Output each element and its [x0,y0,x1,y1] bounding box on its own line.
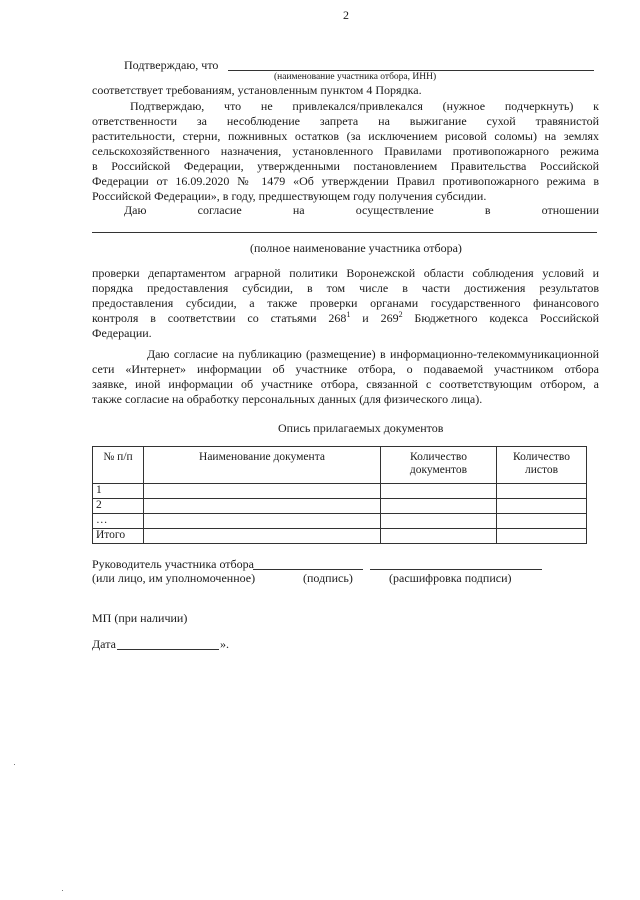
confirm2-line: ответственности за несоблюдение запрета на выжигание сухой травянистой [92,114,599,128]
col-header-doc-count: Количество документов [381,447,497,484]
inventory-title: Опись прилагаемых документов [278,421,444,435]
consent1-fill-line [92,232,597,233]
scan-speck [62,890,63,891]
consent2-line: заявке, иной информации об участнике отбора, связанной с соответствующим отбором, а [92,377,599,391]
confirm1-fill-line [228,70,594,71]
signature-decode-line [370,569,542,570]
confirm2-line: Подтверждаю, что не привлекался/привлекался (нужное подчеркнуть) к [130,99,599,113]
consent1-line: порядка предоставления субсидии, в том числе в части достижения результатов [92,281,599,295]
confirm2-line: сельскохозяйственного назначения, установленного Правилами противопожарного режима [92,144,599,158]
confirm1-continuation: соответствует требованиям, установленным пунктом 4 Порядка. [92,83,422,97]
consent2-paragraph [92,347,599,407]
signature-sign-line [253,569,363,570]
consent1-paragraph [92,266,599,341]
stamp-label: МП (при наличии) [92,611,188,625]
consent1-line: Даю согласие на осуществление в отношении [124,203,599,217]
row-number: 1 [93,484,144,499]
table-header-row [93,447,587,484]
cell-sheet-count [497,529,587,544]
signature-sign-caption: (подпись) [303,571,353,585]
confirm2-line: в Российской Федерации, утвержденными постановлением Правительства Российской [92,159,599,173]
col-header-sheet-count: Количество листов [497,447,587,484]
footnote-sup: 1 [346,310,351,319]
cell-doc-count [381,514,497,529]
cell-doc-count [381,529,497,544]
date-label: Дата [92,637,116,651]
confirm2-paragraph [92,99,599,204]
date-suffix: ». [220,637,229,651]
col-header-doc-name: Наименование документа [144,447,381,484]
consent1-line: Федерации. [92,326,152,340]
cell-doc-name [144,514,381,529]
table-total-row [93,529,587,544]
cell-doc-count [381,484,497,499]
consent2-line: Даю согласие на публикацию (размещение) в информационно-телекоммуникационной [147,347,599,361]
table-row [93,514,587,529]
table-row [93,499,587,514]
consent2-line: сети «Интернет» информации об участнике отбора, о подаваемой участником отбора [92,362,599,376]
consent1-line: предоставления субсидии, а также проверки органами государственного финансового [92,296,599,310]
confirm1-caption: (наименование участника отбора, ИНН) [274,72,437,82]
col-header-number: № п/п [93,447,144,484]
consent2-line: также согласие на обработку персональных данных (для физического лица). [92,392,483,406]
row-number: 2 [93,499,144,514]
confirm2-line: Российской Федерации», в году, предшествующем году получения субсидии. [92,189,487,203]
cell-sheet-count [497,499,587,514]
cell-sheet-count [497,484,587,499]
cell-doc-name [144,484,381,499]
footnote-sup: 2 [398,310,403,319]
consent1-caption: (полное наименование участника отбора) [250,241,462,255]
consent1-line: контроля в соответствии со статьями $268^1$ и $269^2$ Бюджетного кодекса Российской [92,310,600,325]
confirm2-line: Федерации от 16.09.2020 № 1479 «Об утверждении Правил противопожарного режима в [92,174,599,188]
consent1-first-line [124,203,599,218]
cell-sheet-count [497,514,587,529]
cell-doc-count [381,499,497,514]
confirm2-line: растительности, стерни, пожнивных остатков (за исключением рисовой соломы) на землях [92,129,599,143]
signature-decode-caption: (расшифровка подписи) [389,571,512,585]
page-number: 2 [343,8,349,22]
inventory-table [92,446,587,544]
table-row [93,484,587,499]
cell-doc-name [144,529,381,544]
row-number: … [93,514,144,529]
signature-head-sub: (или лицо, им уполномоченное) [92,571,256,585]
confirm1-prefix: Подтверждаю, что [124,58,219,72]
scan-speck [14,764,15,765]
consent1-line: проверки департаментом аграрной политики Воронежской области соблюдения условий и [92,266,599,280]
row-total-label: Итого [93,529,144,544]
cell-doc-name [144,499,381,514]
signature-head-label: Руководитель участника отбора [92,557,254,571]
date-fill-line [117,649,219,650]
